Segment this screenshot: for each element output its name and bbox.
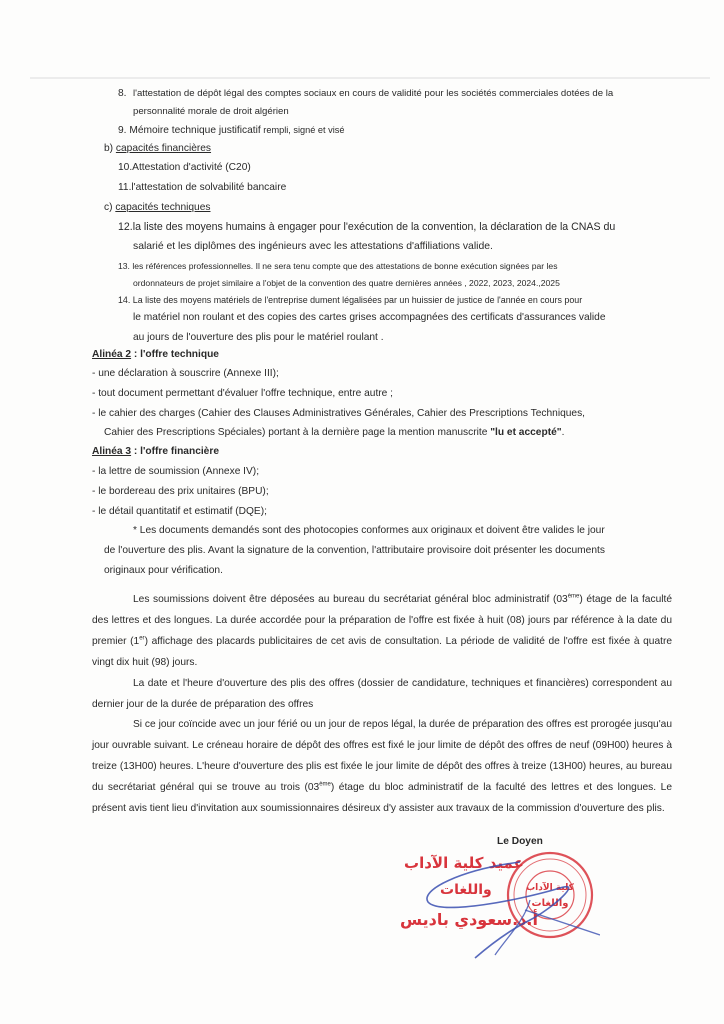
note-line-2: de l'ouverture des plis. Avant la signature de la convention, l'attributaire provisoire doit présenter les documents — [104, 545, 605, 556]
signature-stamp-area — [400, 850, 600, 960]
alinea-2-line-4-text: Cahier des Prescriptions Spéciales) portant à la dernière page la mention manuscrite — [104, 427, 491, 438]
item-8-line-1: l'attestation de dépôt légal des comptes sociaux en cours de validité pour les sociétés commerciales dotées de la — [133, 88, 614, 99]
alinea-2-line-4-end: . — [561, 427, 565, 438]
section-c-heading — [104, 202, 210, 214]
alinea-2-label: Alinéa 2 — [92, 349, 132, 360]
alinea-2-line-3: - le cahier des charges (Cahier des Clauses Administratives Générales, Cahier des Prescriptions Techniques, — [92, 408, 586, 419]
item-13-line-2: ordonnateurs de projet similaire a l'objet de la convention des quatre dernières années , 2022, 2023, 2024.,2025 — [133, 278, 560, 288]
section-b-prefix: b) — [104, 143, 116, 154]
item-14-line-2: le matériel non roulant et des copies des cartes grises accompagnées des certificats d'assurances valide — [133, 312, 606, 323]
paragraph-opening-date: La date et l'heure d'ouverture des plis des offres (dossier de candidature, techniques et financières) correspondent au dernier jour de la durée de préparation des offres — [92, 678, 672, 710]
para3-part-b: ) étage du bloc administratif de la faculté des lettres et des longues. Le présent avis tient lieu d'invitation aux soumissionnaires désireux d'y assister aux travaux de la commission d'ouverture des plis. — [92, 782, 672, 814]
item-13-line-1: 13. les références professionnelles. Il ne sera tenu compte que des attestations de bonne exécution signées par les — [118, 261, 558, 271]
paragraph-holiday-schedule — [92, 714, 672, 819]
section-b-heading — [104, 143, 211, 155]
para1-part-b: ) étage de la faculté des lettres et des longues. La durée accordée pour la préparation de l'offre est fixée à huit (08) jours par référence à la date du premier (1 — [92, 594, 672, 647]
alinea-3-line-3: - le détail quantitatif et estimatif (DQE); — [92, 506, 267, 517]
handwritten-name: أ.د.سعودي باديس — [400, 910, 538, 929]
item-14-line-1: 14. La liste des moyens matériels de l'entreprise dument légalisées par un huissier de justice de l'année en cours pour — [118, 295, 583, 305]
alinea-3-line-2: - le bordereau des prix unitaires (BPU); — [92, 486, 269, 497]
alinea-3-heading — [92, 446, 219, 458]
alinea-2-line-1: - une déclaration à souscrire (Annexe III); — [92, 368, 279, 379]
item-9-text-a: Mémoire technique justificatif — [129, 125, 261, 136]
para3-part-a: Si ce jour coïncide avec un jour férié ou un jour de repos légal, la durée de préparation des offres est prorogée jusqu'au jour ouvrable suivant. Le créneau horaire de dépôt des offres est fixé le jour limite de dépôt des offres de neuf (09H00) heures à treize (13H00) heures. L'heure d'ouverture des plis est fixée le jour limite de dépôt des offres à treize (13H00) heures, au bureau du secrétariat général qui se trouve au trois (03 — [92, 719, 672, 793]
section-c-prefix: c) — [104, 202, 116, 213]
para3-superscript: ème — [319, 781, 331, 788]
alinea-2-title: : l'offre technique — [131, 349, 219, 360]
lu-et-accepte-mention: "lu et accepté" — [490, 427, 562, 438]
alinea-3-line-1: - la lettre de soumission (Annexe IV); — [92, 466, 260, 477]
item-9 — [118, 124, 344, 137]
section-b-title: capacités financières — [115, 143, 212, 154]
item-14-line-3: au jours de l'ouverture des plis pour le matériel roulant . — [133, 332, 384, 343]
item-8-line-2: personnalité morale de droit algérien — [133, 106, 289, 117]
alinea-3-label: Alinéa 3 — [92, 446, 132, 457]
alinea-2-heading — [92, 349, 219, 361]
item-11: 11.l'attestation de solvabilité bancaire — [118, 182, 287, 193]
handwritten-faculty: واللغات — [440, 882, 492, 898]
stamp-text-1: كلية الآداب — [526, 883, 574, 893]
item-9-number: 9. — [118, 125, 127, 136]
alinea-3-title: : l'offre financière — [131, 446, 219, 457]
stamp-text-2: واللغات — [531, 898, 569, 909]
handwritten-dean-title: عميد كلية الآداب — [404, 854, 524, 872]
alinea-2-line-2: - tout document permettant d'évaluer l'offre technique, entre autre ; — [92, 388, 394, 399]
signature-scribble-icon — [400, 850, 600, 960]
paragraph-submissions — [92, 589, 672, 673]
para1-superscript-2: er — [139, 635, 145, 642]
item-10: 10.Attestation d'activité (C20) — [118, 162, 251, 173]
para1-part-a: Les soumissions doivent être déposées au bureau du secrétariat général bloc administratif (03 — [133, 594, 568, 605]
para1-superscript-1: ème — [567, 593, 580, 600]
note-line-1: * Les documents demandés sont des photocopies conformes aux originaux et doivent être valides le jour — [133, 525, 605, 536]
item-9-text-b: rempli, signé et visé — [260, 125, 345, 135]
alinea-2-line-4 — [104, 427, 564, 439]
item-12-line-2: salarié et les diplômes des ingénieurs avec les attestations d'affiliations valide. — [133, 241, 493, 252]
signatory-title: Le Doyen — [497, 836, 543, 847]
section-c-title: capacités techniques — [115, 202, 211, 213]
para1-part-c: ) affichage des placards publicitaires de cet avis de consultation. La période de validité de l'offre est fixée à quatre vingt dix huit (98) jours. — [92, 636, 673, 668]
item-8-number: 8. — [118, 88, 127, 99]
note-line-3: originaux pour vérification. — [104, 565, 223, 576]
item-12-line-1: 12.la liste des moyens humains à engager pour l'exécution de la convention, la déclaration de la CNAS du — [118, 221, 616, 233]
scan-artifact — [30, 77, 710, 79]
